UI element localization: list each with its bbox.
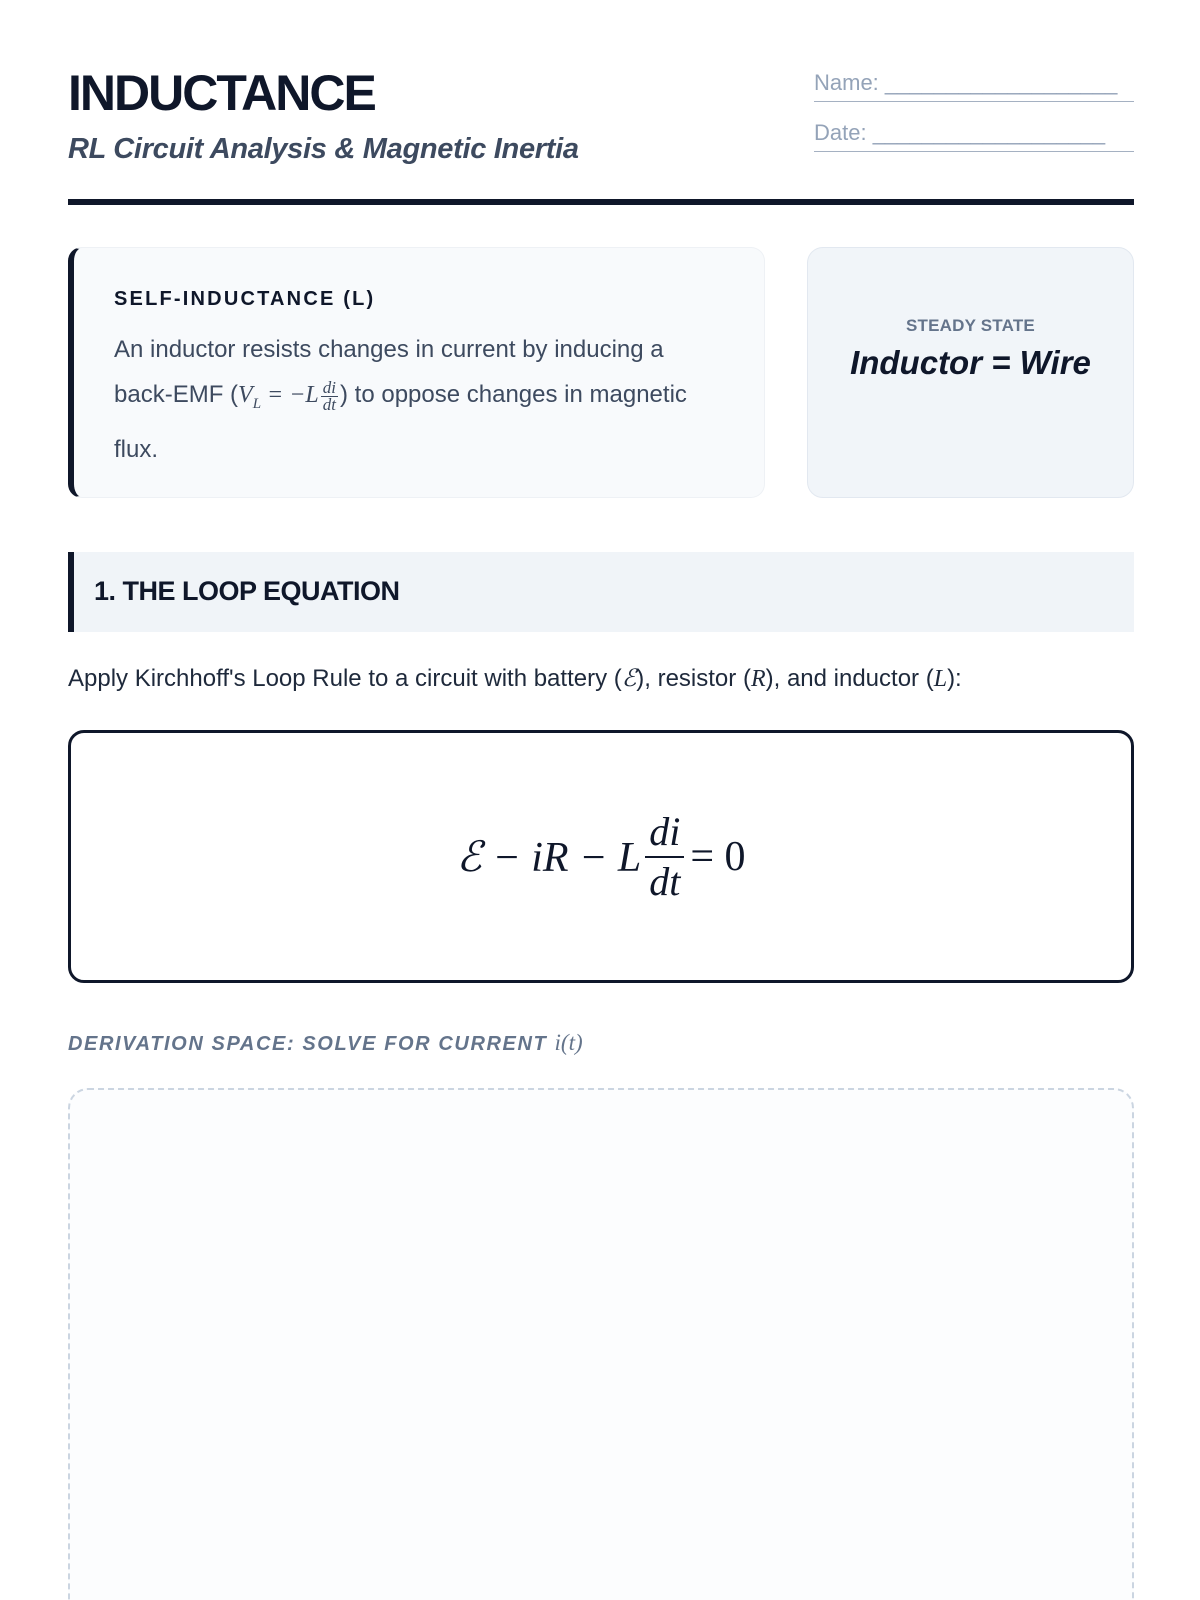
emf-symbol: ℰ [621, 666, 637, 692]
formula-fraction-denominator: dt [322, 394, 337, 414]
formula-v: V [238, 382, 253, 408]
intro-text-d: ): [947, 665, 962, 692]
worksheet-header [68, 62, 1134, 202]
back-emf-formula [238, 377, 340, 414]
equation-fraction-denominator: dt [649, 858, 681, 904]
page-title: INDUCTANCE [68, 65, 375, 121]
formula-fraction [321, 377, 338, 414]
definition-text-before: An inductor resists changes in current by inducing a back-EMF ( [114, 336, 664, 408]
student-info-fields [814, 68, 1134, 168]
date-field[interactable]: Date: ___________________ [814, 118, 1134, 152]
loop-equation-box [68, 730, 1134, 983]
header-divider [68, 199, 1134, 205]
inductor-symbol: L [933, 666, 948, 692]
intro-text-a: Apply Kirchhoff's Loop Rule to a circuit with battery ( [68, 665, 622, 692]
page-subtitle: RL Circuit Analysis & Magnetic Inertia [68, 133, 579, 165]
worksheet-page [68, 0, 1134, 1600]
derivation-heading-text: DERIVATION SPACE: SOLVE FOR CURRENT [68, 1033, 548, 1055]
self-inductance-card [68, 247, 765, 498]
section-1-title: 1. THE LOOP EQUATION [94, 576, 400, 606]
intro-text-c: ), and inductor ( [765, 665, 934, 692]
formula-fraction-numerator: di [322, 377, 337, 397]
steady-state-card [807, 247, 1134, 498]
self-inductance-heading: SELF-INDUCTANCE (L) [114, 288, 376, 310]
name-field[interactable]: Name: ___________________ [814, 68, 1134, 102]
intro-text-b: ), resistor ( [636, 665, 751, 692]
steady-state-value: Inductor = Wire [850, 344, 1091, 381]
loop-rule-instructions [68, 664, 1134, 693]
steady-state-label: STEADY STATE [906, 316, 1035, 335]
equation-fraction [645, 810, 684, 904]
definition-text-after: ) to oppose changes in magnetic flux. [114, 381, 687, 463]
formula-subscript: L [252, 395, 262, 412]
formula-mid: = −L [261, 382, 319, 408]
loop-equation [71, 733, 1131, 980]
derivation-workspace[interactable] [68, 1088, 1134, 1600]
resistor-symbol: R [750, 666, 766, 692]
derivation-heading [68, 1030, 583, 1056]
equation-lhs: ℰ − iR − L [456, 834, 642, 881]
equation-fraction-numerator: di [645, 810, 684, 858]
self-inductance-description [114, 327, 724, 472]
derivation-heading-math: i(t) [554, 1030, 583, 1055]
equation-rhs: = 0 [690, 833, 746, 880]
section-1-header [68, 552, 1134, 632]
